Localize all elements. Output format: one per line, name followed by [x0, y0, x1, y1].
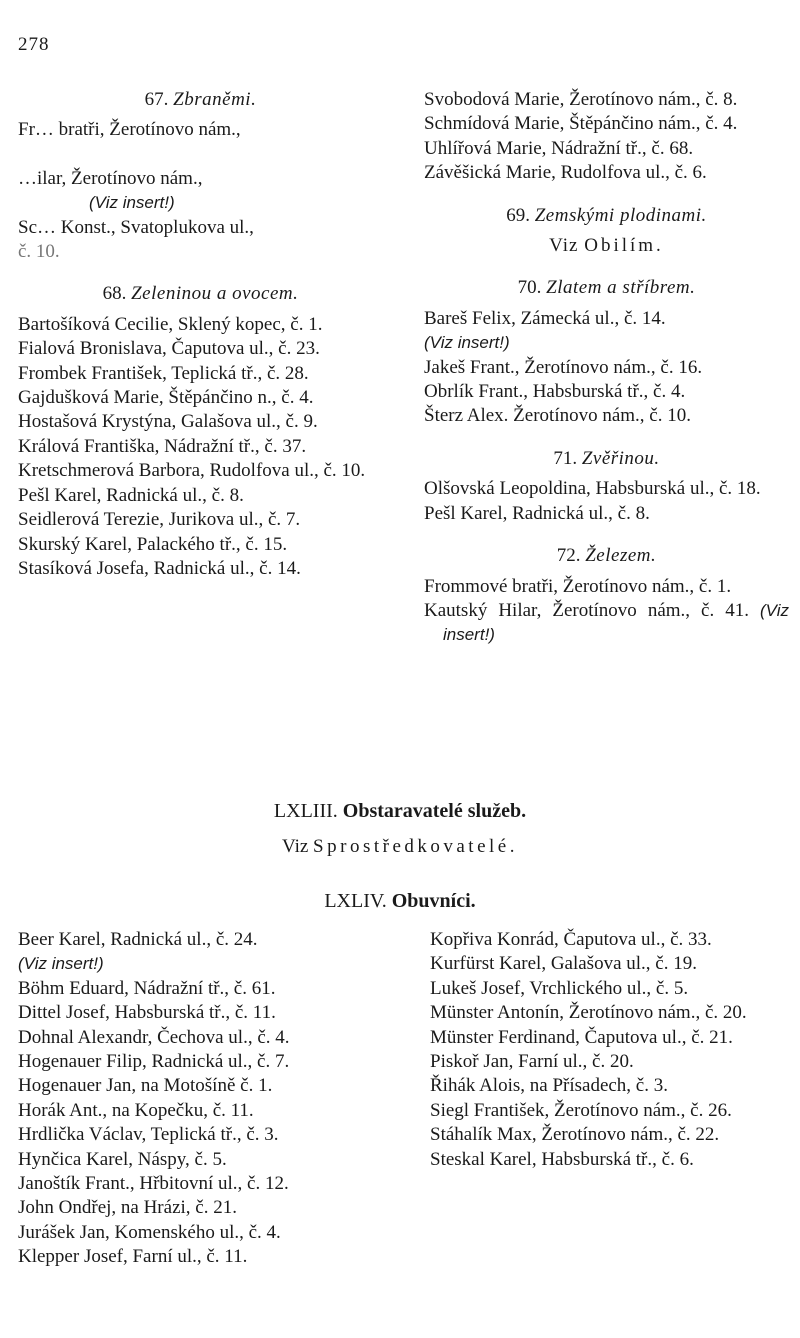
section-numeral: LXLIV.: [324, 890, 387, 912]
list-item: Hrdlička Václav, Teplická tř., č. 3.: [18, 1124, 279, 1146]
list-item: Kretschmerová Barbora, Rudolfova ul., č. 10.: [18, 460, 366, 482]
category-number: 68.: [102, 283, 127, 305]
list-item: Janoštík Frant., Hřbitovní ul., č. 12.: [18, 1173, 289, 1195]
see-target: Obilím.: [584, 235, 664, 257]
insert-note: (Viz insert!): [89, 193, 175, 213]
list-item: Gajdušková Marie, Štěpánčino n., č. 4.: [18, 387, 314, 409]
section-63-see-reference: [0, 836, 800, 858]
category-number: 67.: [144, 89, 169, 110]
list-item: Sc… Konst., Svatoplukova ul.,: [18, 216, 254, 238]
list-item: Hynčica Karel, Náspy, č. 5.: [18, 1148, 227, 1170]
list-item: Horák Ant., na Kopečku, č. 11.: [18, 1099, 254, 1121]
category-number: 72.: [556, 545, 581, 567]
list-item: Olšovská Leopoldina, Habsburská ul., č. 18.: [424, 478, 761, 500]
list-item: John Ondřej, na Hrázi, č. 21.: [18, 1197, 237, 1219]
section-numeral: LXLIII.: [273, 800, 338, 822]
list-item: Pešl Karel, Radnická ul., č. 8.: [424, 502, 650, 524]
category-68-heading: [18, 282, 383, 306]
left-bottom-column: [18, 928, 383, 1270]
list-item: Pešl Karel, Radnická ul., č. 8.: [18, 484, 244, 506]
list-item: …ilar, Žerotínovo nám.,: [18, 167, 203, 189]
list-item: Beer Karel, Radnická ul., č. 24.: [18, 929, 258, 950]
right-top-column: [424, 88, 789, 648]
list-item: Kurfürst Karel, Galašova ul., č. 19.: [430, 953, 697, 975]
see-prefix: Viz: [549, 235, 579, 257]
list-item: Skurský Karel, Palackého tř., č. 15.: [18, 533, 288, 555]
category-name: Zvěřinou.: [581, 447, 660, 469]
list-item: č. 10.: [18, 241, 60, 263]
list-item: Kopřiva Konrád, Čaputova ul., č. 33.: [430, 929, 712, 950]
list-item: Řihák Alois, na Přísadech, č. 3.: [430, 1075, 668, 1097]
list-item: Králová Františka, Nádražní tř., č. 37.: [18, 435, 307, 457]
see-reference: [424, 234, 789, 258]
list-item: Bareš Felix, Zámecká ul., č. 14.: [424, 307, 666, 329]
list-item: Steskal Karel, Habsburská tř., č. 6.: [430, 1148, 694, 1170]
list-item: Seidlerová Terezie, Jurikova ul., č. 7.: [18, 509, 301, 531]
category-name: Zlatem a stříbrem.: [546, 277, 696, 299]
list-item: Schmídová Marie, Štěpánčino nám., č. 4.: [424, 113, 738, 135]
list-item: Svobodová Marie, Žerotínovo nám., č. 8.: [424, 89, 738, 110]
list-item: Dohnal Alexandr, Čechova ul., č. 4.: [18, 1026, 290, 1048]
insert-note: (Viz insert!): [443, 600, 789, 645]
see-prefix: Viz: [282, 836, 309, 857]
page-number: 278: [18, 34, 50, 55]
list-item: Jurášek Jan, Komenského ul., č. 4.: [18, 1221, 281, 1243]
category-number: 70.: [517, 277, 542, 299]
list-item: Klepper Josef, Farní ul., č. 11.: [18, 1246, 248, 1268]
list-item: Šterz Alex. Žerotínovo nám., č. 10.: [424, 405, 691, 427]
list-item: Uhlířová Marie, Nádražní tř., č. 68.: [424, 137, 694, 159]
list-item: Frombek František, Teplická tř., č. 28.: [18, 362, 309, 384]
list-item: Fialová Bronislava, Čaputova ul., č. 23.: [18, 338, 320, 360]
category-number: 71.: [553, 447, 578, 469]
list-item: Jakeš Frant., Žerotínovo nám., č. 16.: [424, 356, 703, 378]
list-item: Bartošíková Cecilie, Sklený kopec, č. 1.: [18, 313, 323, 335]
left-top-column: [18, 88, 383, 581]
right-bottom-column: [430, 928, 795, 1172]
insert-note: (Viz insert!): [18, 954, 104, 974]
list-item: Münster Antonín, Žerotínovo nám., č. 20.: [430, 1002, 747, 1024]
category-name: Železem.: [585, 545, 657, 567]
category-name: Zbraněmi.: [173, 89, 257, 110]
category-name: Zemskými plodinami.: [534, 204, 707, 226]
list-item: Frommové bratři, Žerotínovo nám., č. 1.: [424, 575, 732, 597]
category-71-heading: [424, 447, 789, 471]
list-item: Siegl František, Žerotínovo nám., č. 26.: [430, 1099, 732, 1121]
list-item: Stasíková Josefa, Radnická ul., č. 14.: [18, 557, 301, 579]
list-item: Kautský Hilar, Žerotínovo nám., č. 41. (Viz insert!): [424, 599, 789, 645]
list-item: Lukeš Josef, Vrchlického ul., č. 5.: [430, 977, 689, 999]
list-item: Obrlík Frant., Habsburská tř., č. 4.: [424, 381, 686, 403]
category-69-heading: [424, 204, 789, 228]
category-67-heading: [18, 88, 383, 112]
section-title: Obuvníci.: [391, 890, 476, 912]
list-item: Hostašová Krystýna, Galašova ul., č. 9.: [18, 411, 318, 433]
category-72-heading: [424, 544, 789, 568]
section-63-heading: [0, 800, 800, 823]
section-64-heading: [0, 890, 800, 913]
list-item: Hogenauer Jan, na Motošíně č. 1.: [18, 1075, 273, 1097]
section-title: Obstaravatelé služeb.: [342, 800, 527, 822]
list-item: Böhm Eduard, Nádražní tř., č. 61.: [18, 977, 276, 999]
category-70-heading: [424, 276, 789, 300]
category-name: Zeleninou a ovocem.: [131, 283, 299, 305]
list-item: Stáhalík Max, Žerotínovo nám., č. 22.: [430, 1124, 720, 1146]
insert-note: (Viz insert!): [424, 333, 510, 353]
list-item: Dittel Josef, Habsburská tř., č. 11.: [18, 1002, 276, 1024]
see-target: Sprostředkovatelé.: [313, 836, 518, 857]
category-number: 69.: [506, 204, 530, 226]
list-item: Závěšická Marie, Rudolfova ul., č. 6.: [424, 162, 707, 184]
list-item: Fr… bratři, Žerotínovo nám.,: [18, 119, 241, 141]
list-item: Hogenauer Filip, Radnická ul., č. 7.: [18, 1051, 290, 1073]
list-item: Piskoř Jan, Farní ul., č. 20.: [430, 1051, 634, 1073]
list-item: Münster Ferdinand, Čaputova ul., č. 21.: [430, 1026, 733, 1048]
